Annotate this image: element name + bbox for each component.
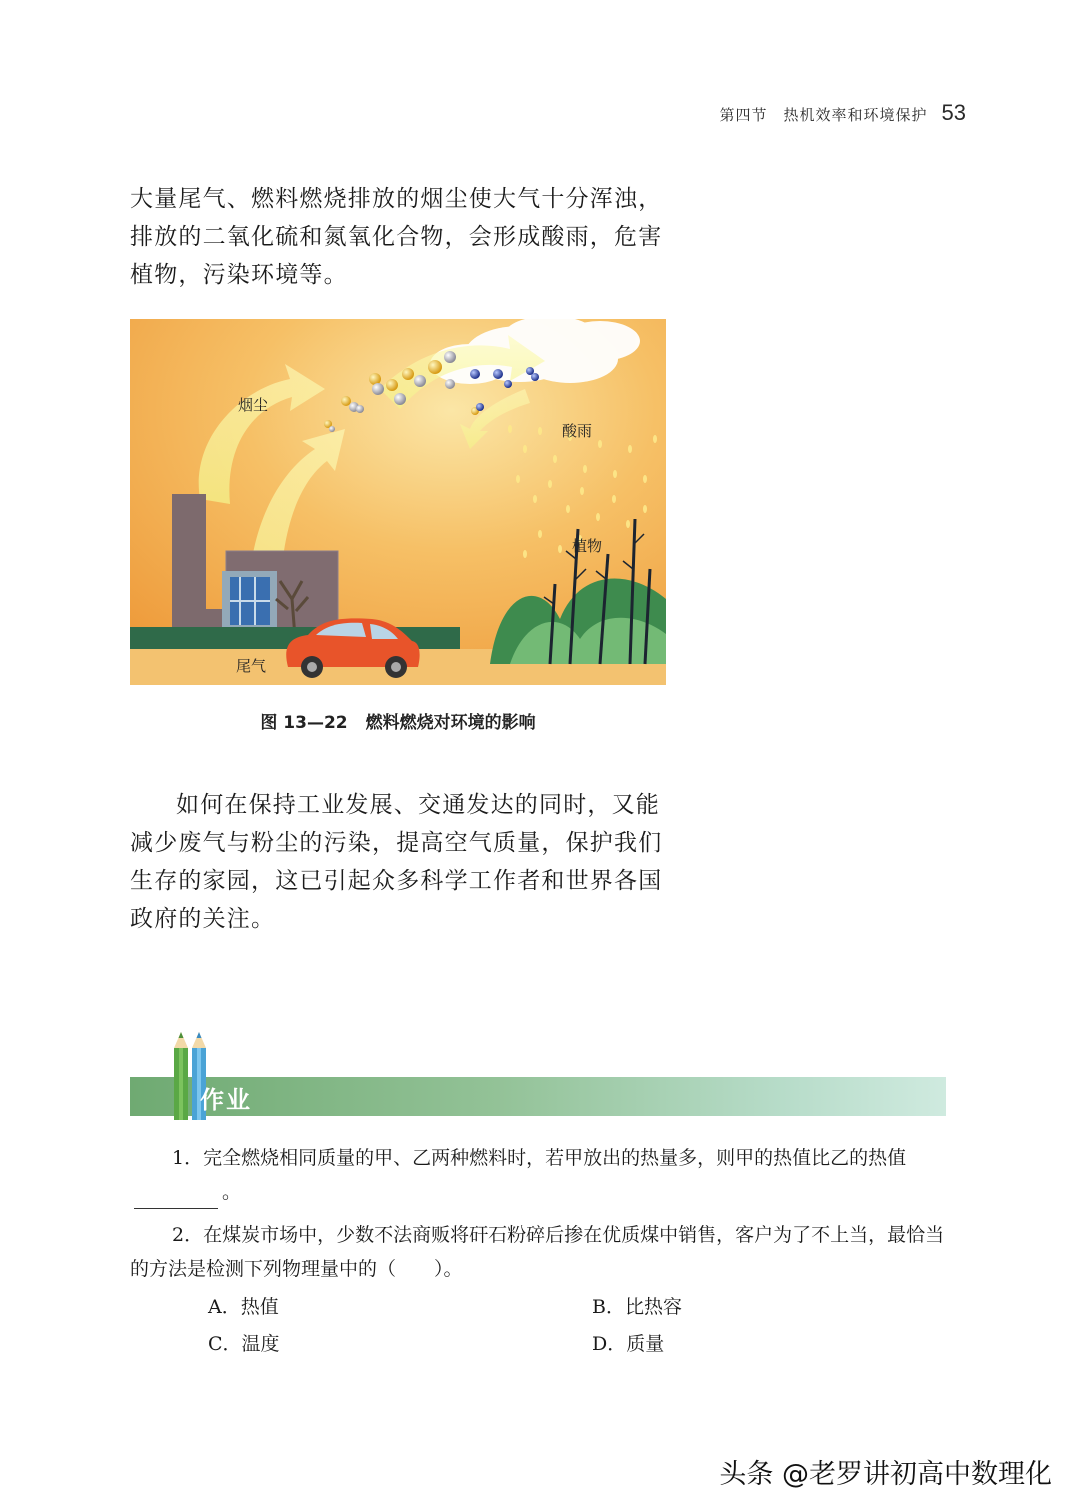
figure-caption-text: 燃料燃烧对环境的影响 xyxy=(365,713,536,733)
watermark: 头条 @老罗讲初高中数理化 xyxy=(719,1459,1052,1490)
answer-blank[interactable] xyxy=(134,1188,218,1209)
homework-banner xyxy=(130,1077,946,1116)
label-smoke-dust: 烟尘 xyxy=(238,396,269,414)
running-header xyxy=(720,100,967,126)
option-c: C．温度 xyxy=(208,1333,280,1355)
page-number: 53 xyxy=(941,100,966,125)
option-b: B．比热容 xyxy=(592,1296,682,1318)
question-1-text: 1．完全燃烧相同质量的甲、乙两种燃料时，若甲放出的热量多，则甲的热值比乙的热值 xyxy=(172,1147,907,1169)
question-2-text: 2．在煤炭市场中，少数不法商贩将矸石粉碎后掺在优质煤中销售，客户为了不上当，最恰当的方法是检测下列物理量中的（ ）。 xyxy=(130,1224,945,1280)
question-1 xyxy=(130,1141,946,1209)
paragraph-2: 如何在保持工业发展、交通发达的同时，又能减少废气与粉尘的污染，提高空气质量，保护我们生存的家园，这已引起众多科学工作者和世界各国政府的关注。 xyxy=(130,792,663,932)
environment-illustration xyxy=(130,319,666,685)
figure-caption xyxy=(130,708,666,733)
figure-number: 图 13—22 xyxy=(260,713,348,733)
option-a: A．热值 xyxy=(208,1296,279,1318)
section-title: 第四节 热机效率和环境保护 xyxy=(719,106,928,124)
option-d: D．质量 xyxy=(592,1333,665,1355)
paragraph-1: 大量尾气、燃料燃烧排放的烟尘使大气十分浑浊，排放的二氧化硫和氮氧化合物，会形成酸雨，危害植物，污染环境等。 xyxy=(130,186,663,288)
label-plants: 植物 xyxy=(572,537,603,555)
homework-title: 作业 xyxy=(200,1086,252,1114)
question-2 xyxy=(130,1218,946,1286)
label-acid-rain: 酸雨 xyxy=(562,422,593,440)
question-1-end: 。 xyxy=(222,1181,242,1203)
label-exhaust: 尾气 xyxy=(236,657,267,675)
